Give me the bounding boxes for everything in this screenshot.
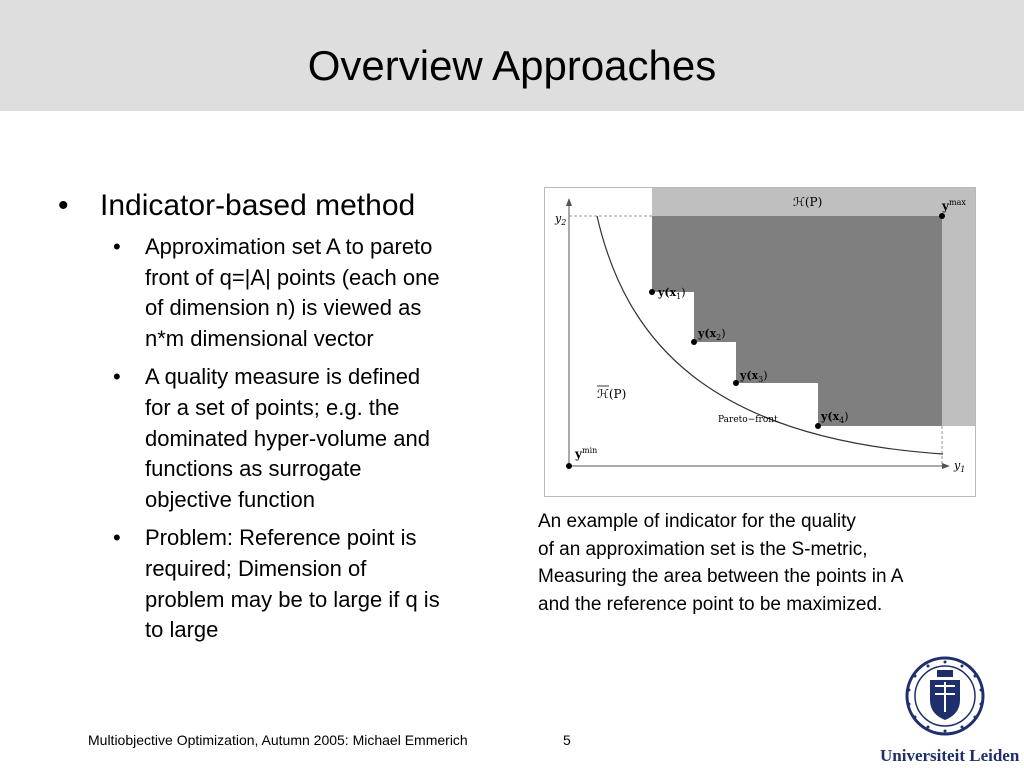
- ymax-label: $y^{max}$: [942, 198, 966, 213]
- hypervolume-diagram: [545, 188, 975, 496]
- title-bar: [0, 0, 1024, 111]
- bullet-line: for a set of points; e.g. the: [145, 394, 400, 420]
- bullet-main: [58, 186, 498, 226]
- point-label-y-x2: $y(x_2)$: [698, 327, 726, 342]
- figure-caption: [538, 508, 998, 618]
- page-number: 5: [563, 732, 571, 748]
- dominated-set-label: ℋ(P): [793, 195, 823, 209]
- bullet-line: Approximation set A to pareto: [145, 234, 433, 259]
- y1-axis-label: $y_1$: [954, 459, 966, 474]
- caption-line: of an approximation set is the S-metric,: [538, 538, 868, 560]
- point-label-y-x4: $y(x_4)$: [821, 410, 849, 425]
- ymin-point: [566, 463, 572, 469]
- caption-line: and the reference point to be maximized.: [538, 593, 883, 615]
- sub-bullet-quality-measure: [58, 362, 498, 515]
- sub-bullet-list: [58, 232, 498, 646]
- point-y-x3: [733, 380, 739, 386]
- bullet-line: n*m dimensional vector: [145, 325, 374, 351]
- y1-axis-arrow: [942, 463, 950, 469]
- bullet-line: to large: [145, 617, 219, 643]
- caption-line: An example of indicator for the quality: [538, 511, 856, 532]
- point-y-x1: [649, 289, 655, 295]
- bullet-line: Problem: Reference point is: [145, 525, 417, 551]
- sub-bullet-problem: [58, 523, 498, 645]
- bullet-line: objective function: [145, 486, 315, 512]
- staircase-step-2: [694, 342, 736, 426]
- bullet-line: front of q=|A| points (each one: [145, 264, 440, 290]
- y2-axis-label: $y_2$: [555, 212, 567, 227]
- point-label-y-x1: $y(x_1)$: [658, 286, 686, 301]
- slide-title: Overview Approaches: [307, 42, 717, 89]
- bullet-main-text: Indicator-based method: [100, 189, 416, 222]
- footer-text: Multiobjective Optimization, Autumn 2005: Michael Emmerich: [88, 732, 468, 748]
- bullet-line: A quality measure is defined: [145, 364, 421, 390]
- bullet-line: of dimension n) is viewed as: [145, 295, 422, 321]
- point-y-x2: [691, 339, 697, 345]
- pareto-front-label: Pareto−front: [718, 415, 778, 425]
- bullet-list: [58, 186, 498, 654]
- point-y-x4: [815, 423, 821, 429]
- bullet-glyph: •: [113, 525, 121, 551]
- university-name: Universiteit Leiden: [880, 746, 1020, 765]
- nondominated-set-label: ℋ(P): [597, 387, 627, 401]
- university-seal-icon: [880, 654, 1010, 744]
- hypervolume-figure: [544, 187, 976, 497]
- bullet-glyph: •: [113, 364, 121, 390]
- bullet-line: functions as surrogate: [145, 456, 362, 482]
- caption-line: Measuring the area between the points in A: [538, 566, 904, 587]
- bullet-glyph: •: [113, 234, 121, 259]
- bullet-line: required; Dimension of: [145, 555, 367, 581]
- ymin-label: $y^{min}$: [575, 446, 598, 461]
- ymax-point: [939, 213, 945, 219]
- bullet-glyph: •: [58, 189, 69, 222]
- sub-bullet-approximation-set: [58, 232, 498, 354]
- y2-axis-arrow: [566, 198, 572, 206]
- university-logo: [880, 654, 1020, 766]
- bullet-line: problem may be to large if q is: [145, 586, 440, 612]
- point-label-y-x3: $y(x_3)$: [740, 369, 768, 384]
- bullet-line: dominated hyper-volume and: [145, 425, 430, 451]
